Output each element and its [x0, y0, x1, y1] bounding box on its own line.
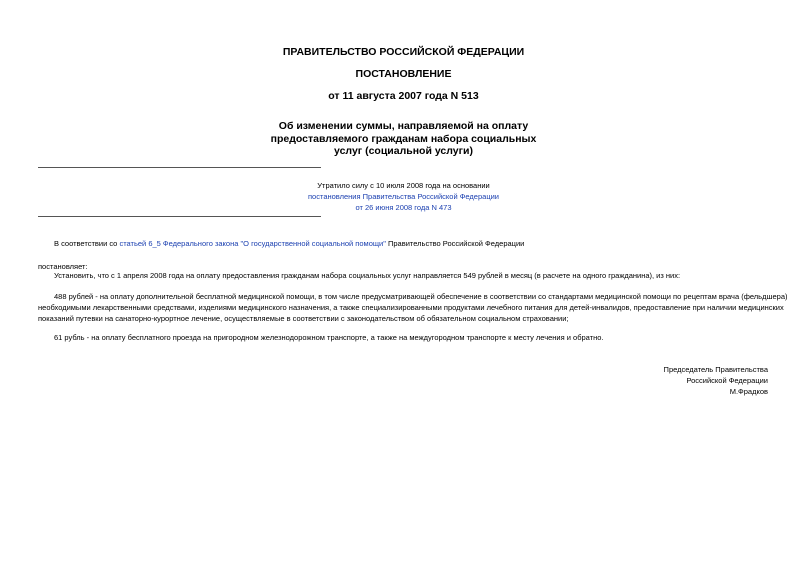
- resolves-text: постановляет:: [38, 262, 88, 271]
- divider-bottom: [38, 216, 321, 217]
- item-488-line-1: 488 рублей - на оплату дополнительной бесплатной медицинской помощи, в том числе предусматривающей обеспечение в соответствии со стандартами медицинской помощи по рецептам врача (фельдшера): [54, 292, 788, 301]
- signatory-name: М.Фрадков: [729, 387, 768, 396]
- repeal-link-line-2[interactable]: от 26 июня 2008 года N 473: [355, 203, 452, 212]
- issuing-authority: ПРАВИТЕЛЬСТВО РОССИЙСКОЙ ФЕДЕРАЦИИ: [282, 46, 525, 58]
- preamble-paragraph: [54, 238, 524, 249]
- signature-block: [664, 364, 768, 397]
- item-61-paragraph: 61 рубль - на оплату бесплатного проезда на пригородном железнодорожном транспорте, а также на междугородном транспорте к месту лечения и обратно.: [54, 333, 604, 342]
- preamble-suffix: Правительство Российской Федерации: [385, 239, 525, 248]
- status-note: [0, 180, 807, 213]
- divider-top: [38, 167, 321, 168]
- document-type: ПОСТАНОВЛЕНИЕ: [355, 68, 452, 80]
- title-line-2: предоставляемого гражданам набора социальных: [270, 132, 537, 145]
- item-488-paragraph: [38, 291, 788, 324]
- title-line-3: услуг (социальной услуги): [334, 145, 473, 157]
- title-line-1: Об изменении суммы, направляемой на оплату: [278, 120, 529, 132]
- status-note-text: Утратило силу с 10 июля 2008 года на основании: [317, 181, 490, 190]
- repeal-link-line-1[interactable]: постановления Правительства Российской Федерации: [307, 192, 499, 201]
- document-title: [0, 120, 807, 158]
- signatory-title-1: Председатель Правительства: [663, 365, 768, 374]
- item-488-line-3: показаний путевки на санаторно-курортное лечение, осуществляемые в соответствии с законодательством об обязательном социальном страховании;: [38, 314, 569, 323]
- law-article-link[interactable]: статьей 6_5 Федерального закона "О государственной социальной помощи": [119, 239, 386, 248]
- signatory-title-2: Российской Федерации: [686, 376, 768, 385]
- preamble-prefix: В соответствии со: [54, 239, 120, 248]
- establish-paragraph: Установить, что с 1 апреля 2008 года на оплату предоставления гражданам набора социальных услуг направляется 549 рублей в месяц (в расчете на одного гражданина), из них:: [54, 271, 681, 280]
- document-date-number: от 11 августа 2007 года N 513: [328, 90, 479, 102]
- item-488-line-2: необходимыми лекарственными средствами, изделиями медицинского назначения, а также специализированными продуктами лечебного питания для детей-инвалидов, предоставление при наличии медицинских: [38, 303, 784, 312]
